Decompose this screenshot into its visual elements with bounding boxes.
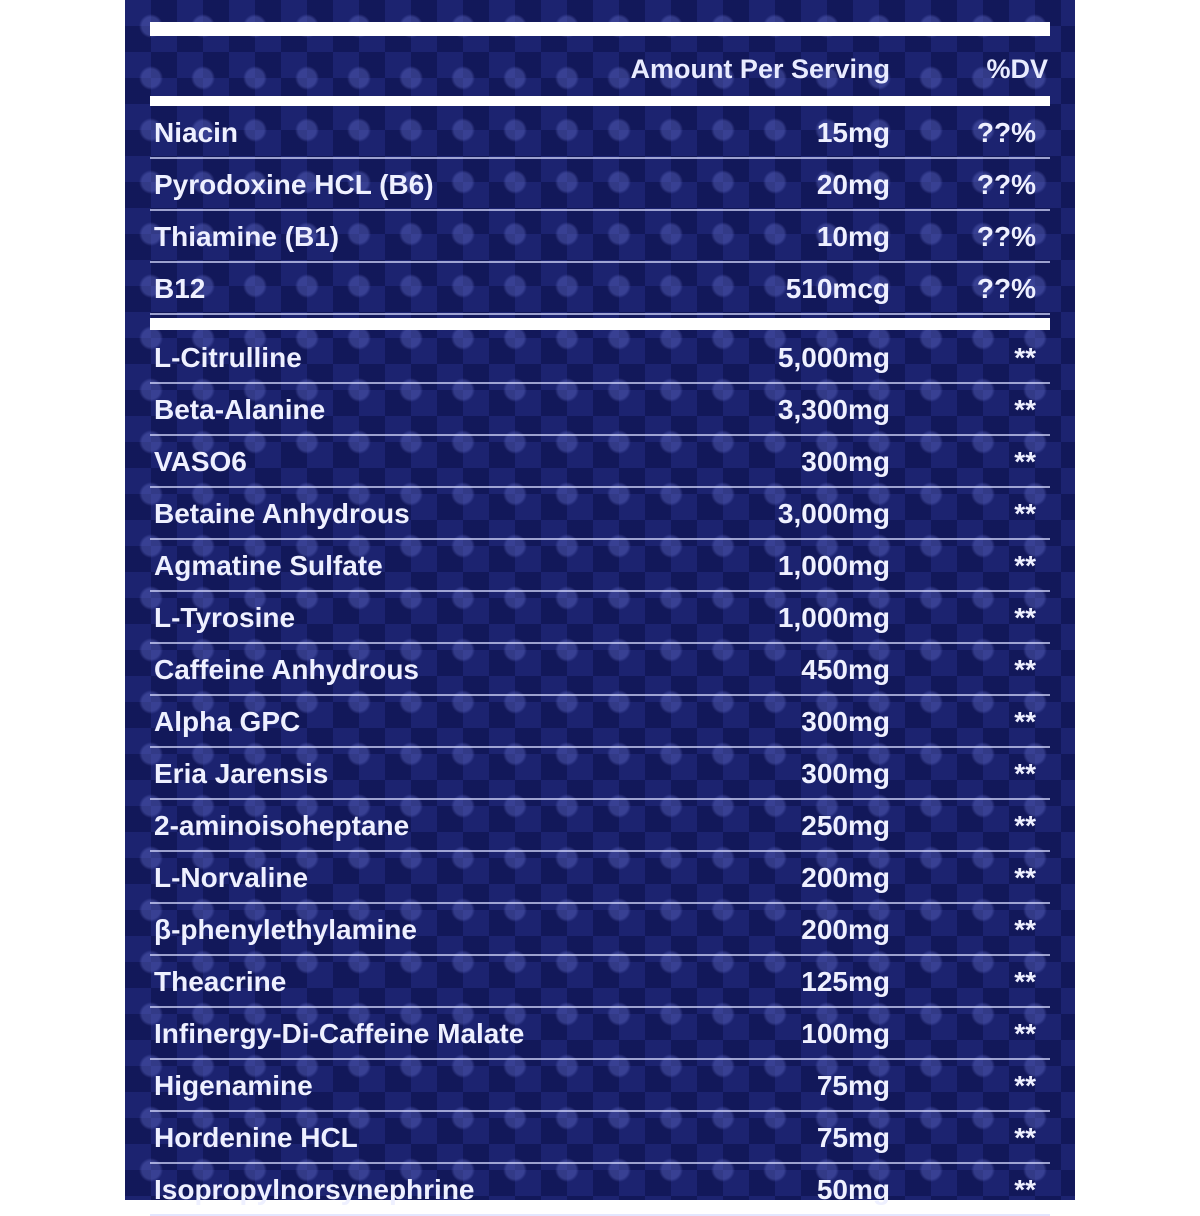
column-header: [150, 48, 1050, 96]
ingredient-amount: 15mg: [816, 117, 890, 148]
daily-value: **: [1014, 914, 1036, 945]
daily-value: ??%: [976, 169, 1036, 200]
daily-value: **: [1014, 550, 1036, 581]
table-row: [150, 540, 1050, 592]
ingredient-amount: 450mg: [801, 654, 890, 685]
table-row: [150, 1112, 1050, 1164]
ingredient-amount: 20mg: [816, 169, 890, 200]
ingredient-name: β-phenylethylamine: [154, 914, 417, 945]
ingredient-amount: 250mg: [801, 810, 890, 841]
daily-value: **: [1014, 602, 1036, 633]
table-row: [150, 436, 1050, 488]
daily-value: **: [1014, 1174, 1036, 1205]
supplement-facts-label: [150, 0, 1050, 1205]
ingredient-name: Higenamine: [154, 1070, 313, 1101]
header-divider: [150, 96, 1050, 106]
table-row: [150, 107, 1050, 159]
ingredient-amount: 300mg: [801, 758, 890, 789]
ingredient-name: Pyrodoxine HCL (B6): [154, 169, 434, 200]
table-row: [150, 644, 1050, 696]
ingredient-name: Theacrine: [154, 966, 287, 997]
table-row: [150, 748, 1050, 800]
table-row: [150, 211, 1050, 263]
ingredient-name: Betaine Anhydrous: [154, 498, 410, 529]
ingredient-name: Infinergy-Di-Caffeine Malate: [154, 1018, 525, 1049]
daily-value: **: [1014, 394, 1036, 425]
ingredient-amount: 1,000mg: [777, 602, 890, 633]
table-row: [150, 956, 1050, 1008]
daily-value: **: [1014, 446, 1036, 477]
ingredient-amount: 3,000mg: [777, 498, 890, 529]
table-row: [150, 384, 1050, 436]
table-row: [150, 1060, 1050, 1112]
ingredient-name: L-Tyrosine: [154, 602, 296, 633]
daily-value: **: [1014, 498, 1036, 529]
ingredient-name: Thiamine (B1): [154, 221, 340, 252]
table-row: [150, 159, 1050, 211]
ingredient-name: Isopropylnorsynephrine: [154, 1174, 475, 1205]
table-row: [150, 332, 1050, 384]
ingredient-amount: 75mg: [816, 1070, 890, 1101]
ingredient-amount: 3,300mg: [777, 394, 890, 425]
ingredient-amount: 100mg: [801, 1018, 890, 1049]
daily-value: **: [1014, 654, 1036, 685]
ingredient-amount: 300mg: [801, 446, 890, 477]
ingredient-amount: 50mg: [816, 1174, 890, 1205]
table-row: [150, 904, 1050, 956]
top-divider: [150, 22, 1050, 36]
table-row: [150, 592, 1050, 644]
table-row: [150, 696, 1050, 748]
ingredient-amount: 75mg: [816, 1122, 890, 1153]
ingredient-name: VASO6: [154, 446, 247, 477]
ingredient-amount: 510mcg: [785, 273, 890, 304]
ingredient-name: Alpha GPC: [154, 706, 301, 737]
daily-value: **: [1014, 1070, 1036, 1101]
ingredient-name: Beta-Alanine: [154, 394, 326, 425]
ingredient-name: L-Norvaline: [154, 862, 309, 893]
daily-value: ??%: [976, 117, 1036, 148]
table-row: [150, 800, 1050, 852]
table-row: [150, 1008, 1050, 1060]
ingredient-amount: 125mg: [801, 966, 890, 997]
ingredient-amount: 1,000mg: [777, 550, 890, 581]
table-row: [150, 263, 1050, 315]
daily-value: **: [1014, 966, 1036, 997]
ingredient-name: Niacin: [154, 117, 239, 148]
ingredient-amount: 5,000mg: [777, 342, 890, 373]
ingredient-name: Eria Jarensis: [154, 758, 329, 789]
daily-value: **: [1014, 342, 1036, 373]
ingredient-amount: 200mg: [801, 862, 890, 893]
daily-value: **: [1014, 862, 1036, 893]
daily-value: **: [1014, 810, 1036, 841]
ingredient-name: B12: [154, 273, 206, 304]
daily-value: **: [1014, 706, 1036, 737]
ingredient-name: Caffeine Anhydrous: [154, 654, 419, 685]
daily-value: **: [1014, 758, 1036, 789]
ingredient-amount: 10mg: [816, 221, 890, 252]
daily-value: **: [1014, 1018, 1036, 1049]
table-row: [150, 1164, 1050, 1216]
daily-value: **: [1014, 1122, 1036, 1153]
ingredient-name: L-Citrulline: [154, 342, 302, 373]
ingredient-name: Hordenine HCL: [154, 1122, 358, 1153]
table-row: [150, 852, 1050, 904]
ingredient-amount: 300mg: [801, 706, 890, 737]
daily-value: ??%: [976, 221, 1036, 252]
daily-value-heading: %DV: [986, 54, 1048, 84]
ingredient-name: Agmatine Sulfate: [154, 550, 383, 581]
ingredient-amount: 200mg: [801, 914, 890, 945]
ingredient-name: 2-aminoisoheptane: [154, 810, 410, 841]
amount-per-serving-heading: Amount Per Serving: [630, 54, 890, 84]
table-row: [150, 488, 1050, 540]
daily-value: ??%: [976, 273, 1036, 304]
vitamins-divider: [150, 318, 1050, 330]
